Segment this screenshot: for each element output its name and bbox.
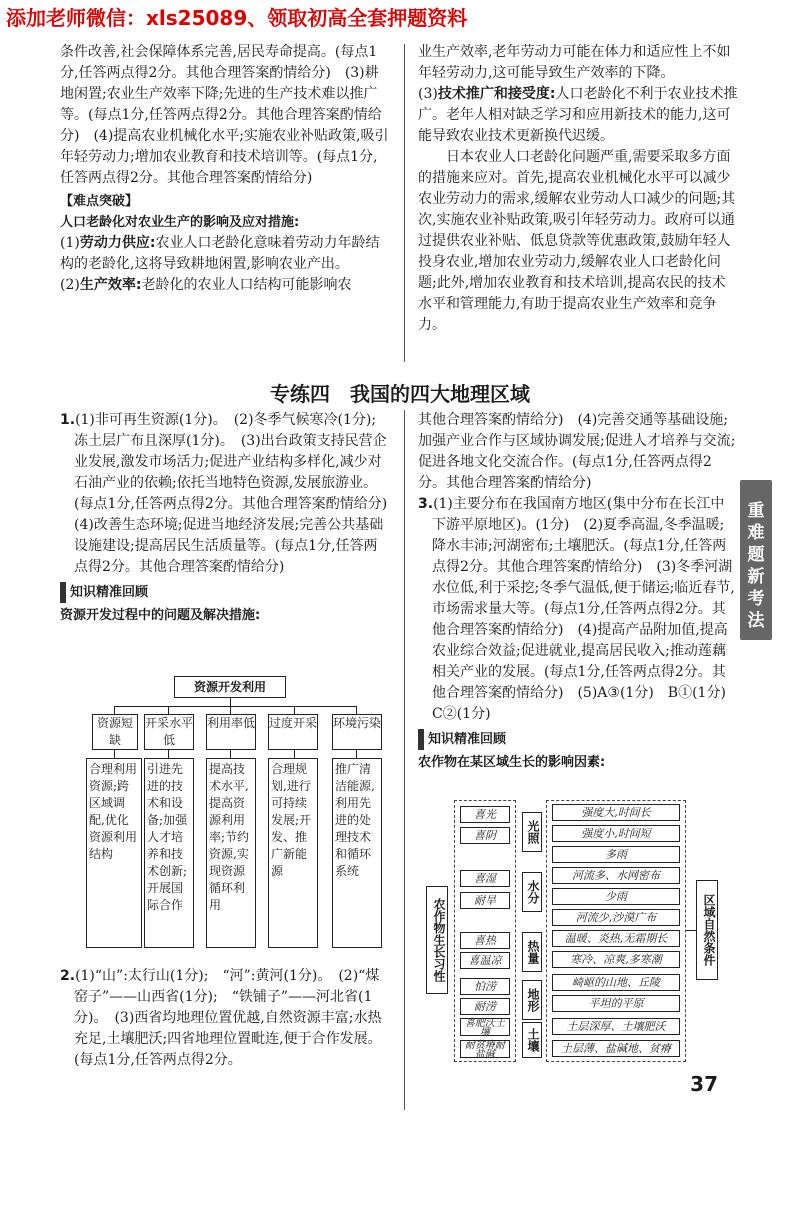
- item-num: (1): [60, 235, 80, 251]
- item-bold: 技术推广和接受度:: [437, 86, 556, 102]
- crop-condition: 寒冷、凉爽,多寒潮: [552, 951, 680, 968]
- flow-problem: 过度开采: [268, 714, 318, 750]
- crop-left-label: 农作物生长习性: [426, 886, 448, 994]
- top-left-column: [60, 42, 390, 296]
- resource-title: 资源开发过程中的问题及解决措施:: [60, 608, 261, 623]
- side-tab-char: 新: [747, 567, 765, 587]
- resource-flowchart: [82, 676, 394, 956]
- side-tab-char: 考: [747, 589, 765, 609]
- side-tab-char: 重: [747, 501, 765, 521]
- crop-habit: 喜热: [460, 932, 510, 949]
- side-tab-char: 法: [747, 611, 765, 631]
- crop-habit: 耐涝: [460, 998, 510, 1015]
- item-text: 农业人口老龄化意味着劳动力年龄结构的老龄化,这将导致耕地闲置,影响农业产出。: [60, 235, 380, 272]
- side-tab-char: 难: [747, 523, 765, 543]
- difficulty-item-2: [60, 275, 390, 296]
- crop-habit: 怕涝: [460, 978, 510, 995]
- crop-condition: 温暖、炎热,无霜期长: [552, 930, 680, 947]
- crop-condition: 崎岖的山地、丘陵: [552, 974, 680, 991]
- knowledge-badge: 知识精准回顾: [418, 729, 506, 750]
- question-number: 3.: [418, 496, 434, 512]
- question-text: (1)非可再生资源(1分)。 (2)冬季气候寒冷(1分);冻土层广布且深厚(1分)。 (3)出台政策支持民营企业发展,激发市场活力;促进产业结构多样化,减少对石油产业的依赖;依托当地特色资源,发展旅游业。(每点1分,任答两点得2分。其他合理答案酌情给分) (4)改善生态环境;促进当地经济发展;完善公共基础设施建设;提高居民生活质量等。(每点1分,任答两点得2分。其他合理答案酌情给分): [74, 412, 402, 575]
- question-text: (1)“山”:太行山(1分); “河”:黄河(1分)。 (2)“煤窑子”——山西省(1分); “铁铺子”——河北省(1分)。 (3)西省均地理位置优越,自然资源丰富;水热充足,土壤肥沃;四省地理位置毗连,便于合作发展。(每点1分,任答两点得2分。: [74, 968, 382, 1068]
- flow-problem: 利用率低: [206, 714, 256, 750]
- answer-continuation: 业生产效率,老年劳动力可能在体力和适应性上不如年轻劳动力,这可能导致生产效率的下降。: [418, 44, 731, 81]
- knowledge-badge: 知识精准回顾: [60, 582, 148, 603]
- crop-habit: 喜湿: [460, 870, 510, 887]
- column-divider: [404, 410, 405, 1110]
- answer-continuation: 条件改善,社会保障体系完善,居民寿命提高。(每点1分,任答两点得2分。其他合理答案酌情给分) (3)耕地闲置;农业生产效率下降;先进的生产技术难以推广等。(每点1分,任答两点得2分。其他合理答案酌情给分) (4)提高农业机械化水平;实施农业补贴政策,吸引年轻劳动力;增加农业教育和技术培训等。(每点1分,任答两点得2分。其他合理答案酌情给分): [60, 44, 389, 186]
- difficulty-heading: 【难点突破】: [60, 194, 139, 209]
- crop-factor: 水分: [522, 872, 542, 912]
- difficulty-item-1: [60, 233, 390, 275]
- crop-condition: 强度大,时间长: [552, 804, 680, 821]
- side-tab-char: 题: [747, 545, 765, 565]
- crop-condition: 强度小,时间短: [552, 825, 680, 842]
- flow-measure: 合理利用资源;跨区域调配,优化资源利用结构: [86, 758, 142, 948]
- flow-problem: 开采水平低: [144, 714, 194, 750]
- item-bold: 生产效率:: [79, 277, 142, 293]
- difficulty-item-3: [418, 84, 738, 147]
- crop-factors-diagram: [426, 800, 726, 1060]
- crop-habit: 喜阴: [460, 827, 510, 844]
- crop-right-label: 区域自然条件: [696, 880, 718, 980]
- crop-condition: 多雨: [552, 846, 680, 863]
- flow-root: 资源开发利用: [174, 676, 286, 698]
- crop-condition: 河流少,沙漠广布: [552, 909, 680, 926]
- crop-title: 农作物在某区域生长的影响因素:: [418, 755, 606, 770]
- question-3: [418, 494, 740, 725]
- bottom-left-column: [60, 410, 402, 626]
- bottom-right-column: [418, 410, 740, 773]
- section-title: 专练四 我国的四大地理区域: [270, 382, 530, 406]
- answer-continuation: 其他合理答案酌情给分) (4)完善交通等基础设施;加强产业合作与区域协调发展;促进人才培养与交流;促进各地文化交流合作。(每点1分,任答两点得2分。其他合理答案酌情给分): [418, 412, 736, 491]
- crop-condition: 土层薄、盐碱地、贫瘠: [552, 1040, 680, 1057]
- summary-paragraph: 日本农业人口老龄化问题严重,需要采取多方面的措施来应对。首先,提高农业机械化水平可以减少农业劳动力的需求,缓解农业劳动人口减少的问题;其次,实施农业补贴政策,吸引年轻劳动力。政府可以通过提供农业补贴、低息贷款等优惠政策,鼓励年轻人投身农业,增加农业劳动力,缓解农业人口老龄化问题;此外,增加农业教育和技术培训,提高农民的技术水平和管理能力,有助于提高农业生产效率和竞争力。: [418, 149, 736, 333]
- page-number: 37: [690, 1072, 718, 1096]
- flow-measure: 提高技术水平,提高资源利用率;节约资源,实现资源循环利用: [206, 758, 256, 948]
- crop-condition: 少雨: [552, 888, 680, 905]
- crop-condition: 土层深厚、土壤肥沃: [552, 1018, 680, 1035]
- item-num: (2): [60, 277, 80, 293]
- flow-problem: 资源短缺: [92, 714, 138, 750]
- crop-condition: 河流多、水网密布: [552, 867, 680, 884]
- side-tab: [740, 480, 772, 640]
- top-right-column: [418, 42, 738, 336]
- column-divider: [404, 44, 405, 362]
- crop-condition: 平坦的平原: [552, 995, 680, 1012]
- crop-habit: 耐贫瘠耐盐碱: [460, 1040, 510, 1058]
- flow-measure: 引进先进的技术和设备;加强人才培养和技术创新;开展国际合作: [144, 758, 194, 948]
- item-num: (3): [418, 86, 438, 102]
- item-text: 老龄化的农业人口结构可能影响农: [141, 277, 352, 293]
- flow-problem: 环境污染: [332, 714, 382, 750]
- crop-factor: 热量: [522, 932, 542, 972]
- item-bold: 劳动力供应:: [79, 235, 156, 251]
- crop-habit: 耐旱: [460, 892, 510, 909]
- flow-measure: 推广清洁能源,利用先进的处理技术和循环系统: [332, 758, 382, 948]
- crop-habit: 喜肥沃土壤: [460, 1018, 510, 1036]
- crop-habit: 喜光: [460, 806, 510, 823]
- item-text: 人口老龄化不利于农业技术推广。老年人相对缺乏学习和应用新技术的能力,这可能导致农业技术更新换代迟缓。: [418, 86, 738, 144]
- crop-factor: 地形: [522, 980, 542, 1020]
- crop-factor: 光照: [522, 812, 542, 852]
- promo-banner: 添加老师微信：xls25089、领取初高全套押题资料: [6, 6, 468, 30]
- crop-factor: 土壤: [522, 1022, 542, 1058]
- question-number: 2.: [60, 968, 76, 984]
- question-number: 1.: [60, 412, 76, 428]
- question-1: [60, 410, 402, 578]
- difficulty-title: 人口老龄化对农业生产的影响及应对措施:: [60, 215, 300, 230]
- question-2: [60, 966, 390, 1071]
- question-text: (1)主要分布在我国南方地区(集中分布在长江中下游平原地区)。(1分) (2)夏季高温,冬季温暖;降水丰沛;河湖密布;土壤肥沃。(每点1分,任答两点得2分。其他合理答案酌情给分) (3)冬季河湖水位低,利于采挖;冬季气温低,便于储运;临近春节,市场需求量大等。(每点1分,任答两点得2分。其他合理答案酌情给分) (4)提高产品附加值,提高农业综合效益;促进就业,提高居民收入;推动莲藕相关产业的发展。(每点1分,任答两点得2分。其他合理答案酌情给分) (5)A③(1分) B①(1分) C②(1分): [432, 496, 740, 722]
- flow-measure: 合理规划,进行可持续发展;开发、推广新能源: [268, 758, 318, 948]
- crop-habit: 喜温凉: [460, 952, 510, 969]
- question-2-block: [60, 966, 390, 1071]
